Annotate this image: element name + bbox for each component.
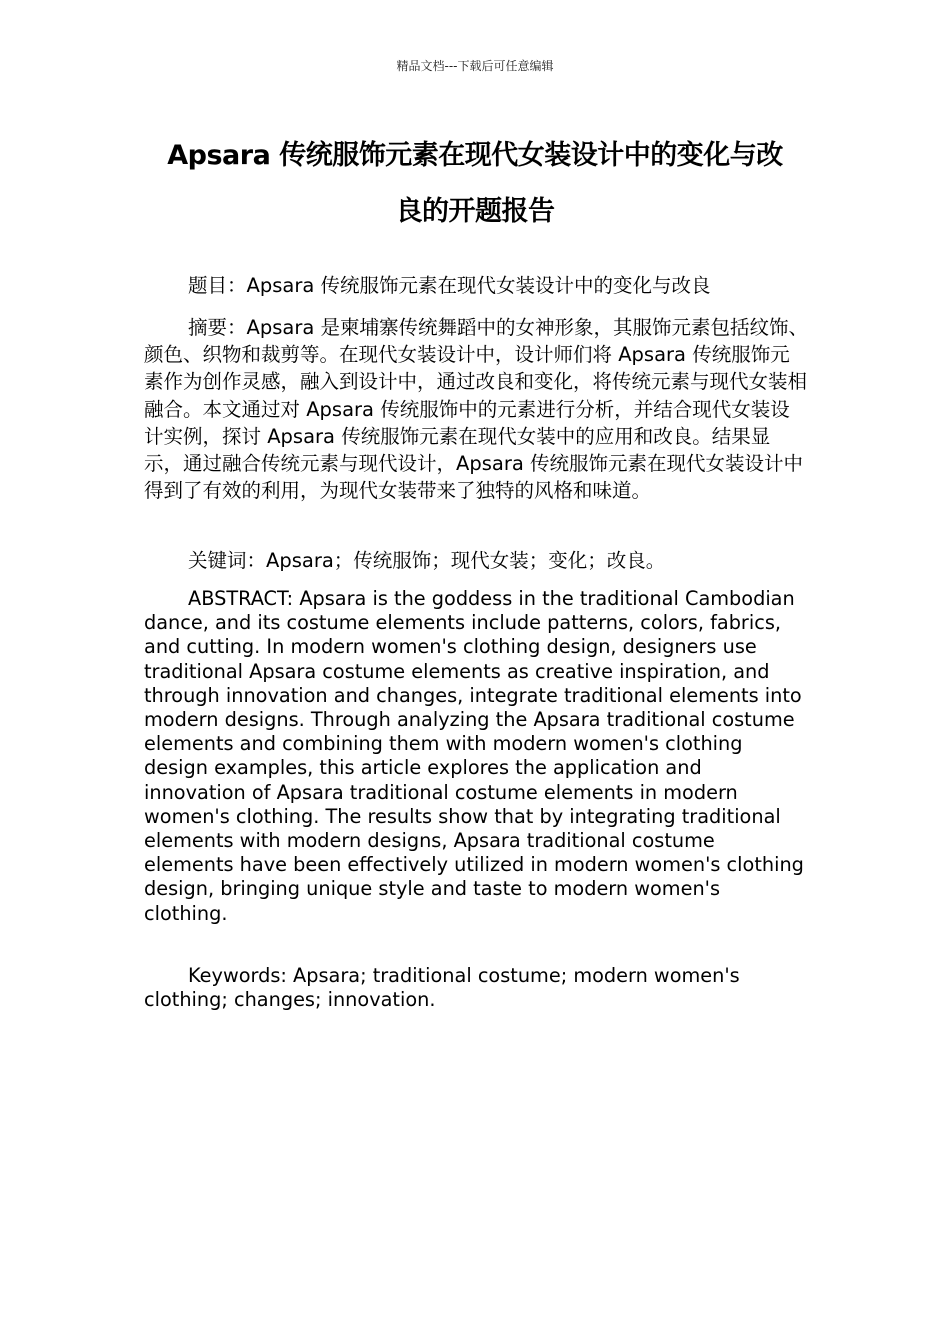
topic-label: 题目： [188,274,247,297]
keywords-cn-paragraph [144,547,808,574]
abstract-cn-section [144,314,808,504]
abstract-cn-label: 摘要： [188,316,247,339]
keywords-cn-label: 关键词： [188,549,267,572]
title-line-2: 良的开题报告 [395,196,555,227]
keywords-en-label: Keywords: [188,964,294,987]
abstract-en-text: Apsara is the goddess in the traditional Cambodian dance, and its costume elements include patterns, colors, fabrics, and cutting. In modern women's clothing design, designers use traditional Apsara costume elements as creative inspiration, and through innovation and changes, integrate traditional elements into modern designs. Through analyzing the Apsara traditional costume elements and combining them with modern women's clothing design examples, this article explores the application and innovation of Apsara traditional costume elements in modern women's clothing. The results show that by integrating traditional elements with modern designs, Apsara traditional costume elements have been effectively utilized in modern women's clothing design, bringing unique style and taste to modern women's clothing. [144,587,804,925]
document-title [145,128,805,240]
abstract-en-label: ABSTRACT: [188,587,300,610]
keywords-cn-text: Apsara；传统服饰；现代女装；变化；改良。 [266,549,666,572]
abstract-en-paragraph [144,587,808,926]
topic-text: Apsara 传统服饰元素在现代女装设计中的变化与改良 [246,274,711,297]
abstract-cn-text: Apsara 是柬埔寨传统舞蹈中的女神形象，其服饰元素包括纹饰、颜色、织物和裁剪等。在现代女装设计中，设计师们将 Apsara 传统服饰元素作为创作灵感，融入到设计中，通过改良和变化，将传统元素与现代女装相融合。本文通过对 Apsara 传统服饰中的元素进行分析，并结合现代女装设计实例，探讨 Apsara 传统服饰元素在现代女装中的应用和改良。结果显示，通过融合传统元素与现代设计，Apsara 传统服饰元素在现代女装设计中得到了有效的利用，为现代女装带来了独特的风格和味道。 [144,316,809,503]
abstract-en-section [144,587,808,926]
topic-paragraph [144,272,808,299]
header-note: 精品文档---下载后可任意编辑 [396,59,554,73]
keywords-cn-section [144,547,808,574]
keywords-en-paragraph [144,964,808,1012]
abstract-cn-paragraph [144,314,808,504]
keywords-en-text: Apsara; traditional costume; modern women's clothing; changes; innovation. [144,964,740,1012]
keywords-en-section [144,964,808,1012]
topic-section [144,272,808,299]
title-line-1: Apsara 传统服饰元素在现代女装设计中的变化与改 [167,140,783,171]
